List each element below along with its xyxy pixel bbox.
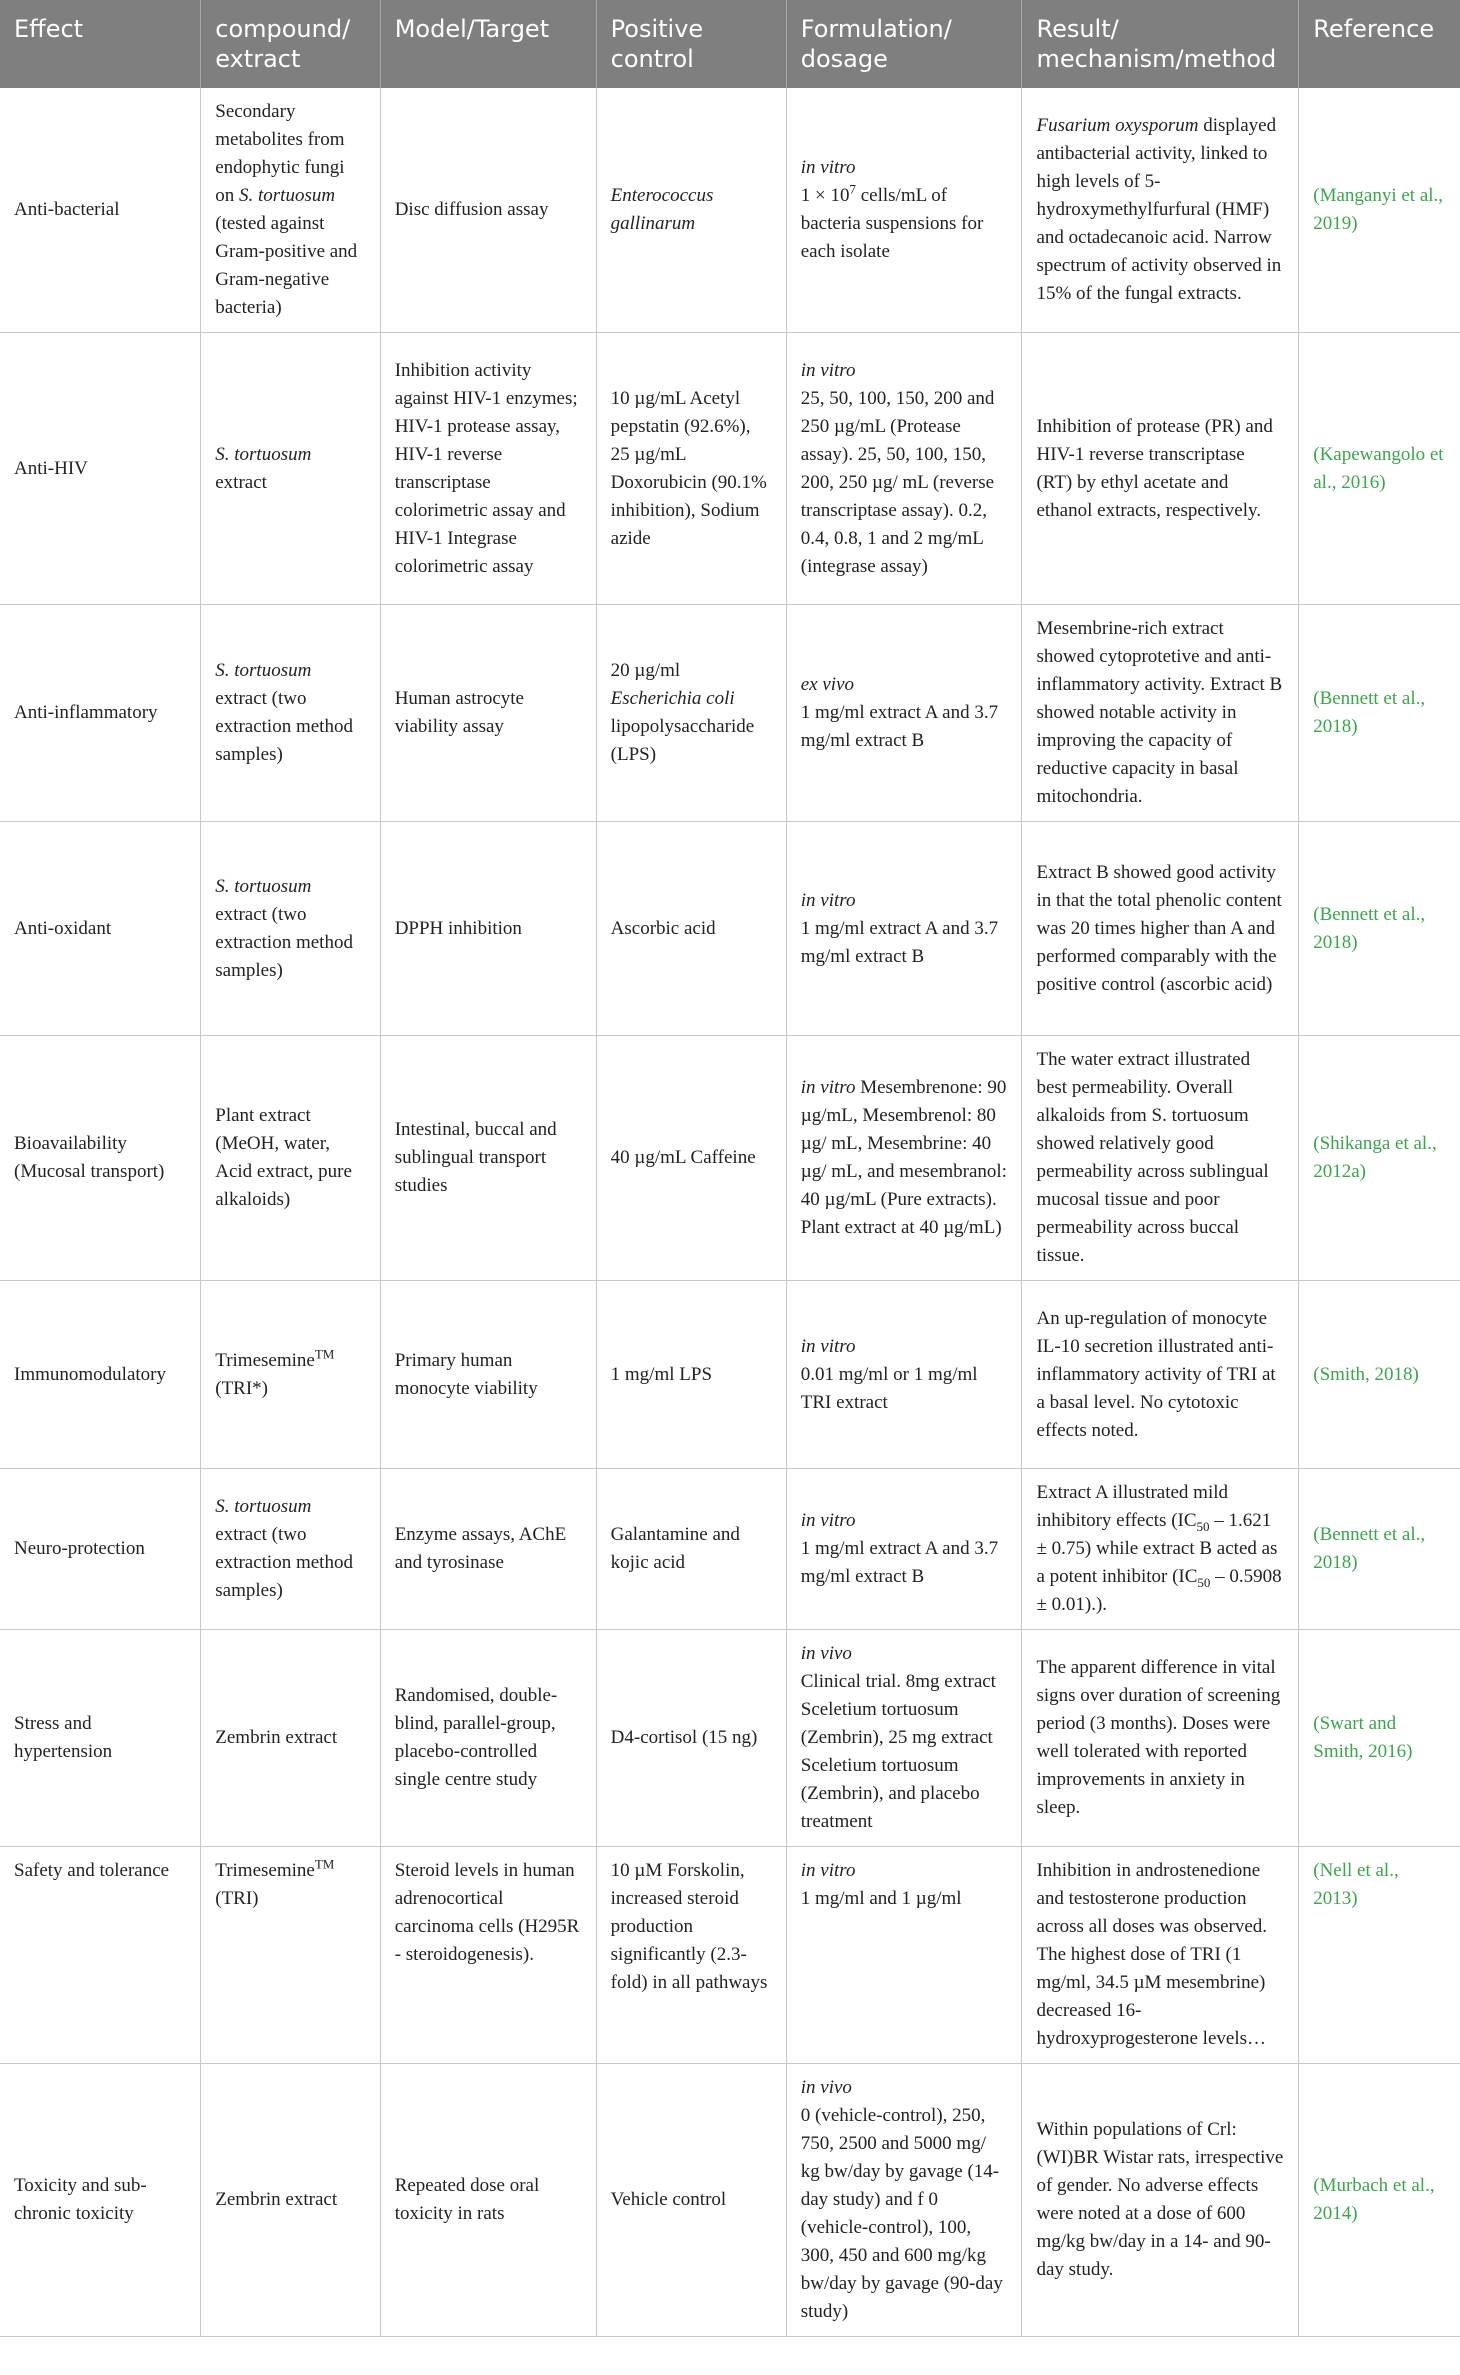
text: S. tortuosum: [215, 443, 312, 465]
cell-result: Inhibition in androstenedione and testosterone production across all doses was observed. The highest dose of TRI (1 mg/ml, 34.5 µM mesembrine) decreased 16-hydroxyprogesterone levels…: [1022, 1847, 1299, 2064]
text: TM: [314, 1346, 335, 1362]
text: 0.01 mg/ml or 1 mg/ml TRI extract: [800, 1363, 978, 1413]
cell-reference[interactable]: (Murbach et al., 2014): [1299, 2064, 1460, 2337]
cell-compound: Zembrin extract: [201, 1630, 380, 1847]
cell-control: D4-cortisol (15 ng): [596, 1630, 786, 1847]
cell-reference[interactable]: (Bennett et al., 2018): [1299, 822, 1460, 1036]
text: 20 µg/ml: [610, 660, 681, 681]
table-row: [0, 333, 1460, 605]
cell-effect: Anti-oxidant: [0, 822, 201, 1036]
text: in vitro: [800, 1860, 856, 1881]
col-header-compound: compound/ extract: [201, 0, 380, 88]
table-row: [0, 1469, 1460, 1630]
cell-control: 1 mg/ml LPS: [596, 1281, 786, 1469]
cell-control: Galantamine and kojic acid: [596, 1469, 786, 1630]
text: extract (two extraction method samples): [215, 1524, 353, 1601]
text: Trimesemine: [215, 1860, 315, 1881]
cell-effect: Neuro-protection: [0, 1469, 201, 1630]
cell-result: Extract B showed good activity in that the total phenolic content was 20 times higher than A and performed comparably with the positive control (ascorbic acid): [1022, 822, 1299, 1036]
cell-dosage: [786, 88, 1022, 333]
text: in vivo: [800, 1643, 852, 1664]
col-header-result: Result/ mechanism/method: [1022, 0, 1299, 88]
text: Trimesemine: [215, 1349, 315, 1371]
cell-model: Steroid levels in human adrenocortical carcinoma cells (H295R - steroidogenesis).: [380, 1847, 596, 2064]
cell-dosage: [786, 2064, 1022, 2337]
cell-model: Enzyme assays, AChE and tyrosinase: [380, 1469, 596, 1630]
header-row: [0, 0, 1460, 88]
table-row: [0, 88, 1460, 333]
cell-model: Intestinal, buccal and sublingual transport studies: [380, 1036, 596, 1281]
col-header-reference: Reference: [1313, 15, 1435, 43]
cell-reference[interactable]: (Bennett et al., 2018): [1299, 605, 1460, 822]
text: – 0.5908 ± 0.01).).: [1036, 1566, 1282, 1615]
text: ex vivo: [800, 674, 855, 695]
cell-control: [596, 88, 786, 333]
text: in vitro: [800, 1335, 856, 1357]
cell-effect: Anti-HIV: [0, 333, 201, 605]
text: in vitro: [800, 157, 856, 178]
cell-result: The water extract illustrated best permeability. Overall alkaloids from S. tortuosum showed relatively good permeability across sublingual mucosal tissue and poor permeability across buccal tissue.: [1022, 1036, 1299, 1281]
cell-effect: Bioavailability (Mucosal transport): [0, 1036, 201, 1281]
cell-control: 10 µM Forskolin, increased steroid production significantly (2.3-fold) in all pathways: [596, 1847, 786, 2064]
text: Clinical trial. 8mg extract Sceletium tortuosum (Zembrin), 25 mg extract Sceletium tortuosum (Zembrin), and placebo treatment: [800, 1671, 996, 1832]
text: extract: [215, 471, 267, 493]
text: in vitro: [800, 359, 856, 381]
text: in vitro: [800, 889, 856, 911]
table-row: [0, 1036, 1460, 1281]
cell-compound: [201, 1281, 380, 1469]
cell-result: [1022, 1469, 1299, 1630]
col-header-effect: Effect: [0, 0, 201, 88]
text: – 1.621 ± 0.75) while extract B acted as a potent inhibitor (IC: [1036, 1510, 1278, 1587]
text: in vitro: [800, 1077, 856, 1098]
cell-reference[interactable]: (Nell et al., 2013): [1299, 1847, 1460, 2064]
cell-control: 10 µg/mL Acetyl pepstatin (92.6%), 25 µg/mL Doxorubicin (90.1% inhibition), Sodium azide: [596, 333, 786, 605]
cell-result: Within populations of Crl: (WI)BR Wistar rats, irrespective of gender. No adverse effects were noted at a dose of 600 mg/kg bw/day in a 14- and 90-day study.: [1022, 2064, 1299, 2337]
table-row: [0, 1630, 1460, 1847]
cell-result: An up-regulation of monocyte IL-10 secretion illustrated anti-inflammatory activity of TRI at a basal level. No cytotoxic effects noted.: [1022, 1281, 1299, 1469]
cell-compound: Plant extract (MeOH, water, Acid extract, pure alkaloids): [201, 1036, 380, 1281]
cell-result: Inhibition of protease (PR) and HIV-1 reverse transcriptase (RT) by ethyl acetate and ethanol extracts, respectively.: [1022, 333, 1299, 605]
text: 1 mg/ml extract A and 3.7 mg/ml extract B: [800, 702, 999, 751]
cell-result: Mesembrine-rich extract showed cytoprotetive and anti-inflammatory activity. Extract B showed notable activity in improving the capacity of reductive capacity in basal mitochondria.: [1022, 605, 1299, 822]
text: extract (two extraction method samples): [215, 688, 353, 765]
cell-compound: Zembrin extract: [201, 2064, 380, 2337]
col-header-positive-control: Positive control: [596, 0, 786, 88]
text: (TRI*): [215, 1377, 269, 1399]
cell-effect: Anti-bacterial: [0, 88, 201, 333]
cell-effect: Anti-inflammatory: [0, 605, 201, 822]
cell-dosage: [786, 822, 1022, 1036]
text: displayed antibacterial activity, linked to high levels of 5-hydroxymethylfurfural (HMF) and octadecanoic acid. Narrow spectrum of activity observed in 15% of the fungal extracts.: [1036, 115, 1282, 304]
cell-reference[interactable]: (Shikanga et al., 2012a): [1299, 1036, 1460, 1281]
cell-compound: [201, 605, 380, 822]
cell-reference[interactable]: (Kapewangolo et al., 2016): [1299, 333, 1460, 605]
cell-effect: Toxicity and sub-chronic toxicity: [0, 2064, 201, 2337]
cell-result: The apparent difference in vital signs over duration of screening period (3 months). Doses were well tolerated with reported improvements in anxiety in sleep.: [1022, 1630, 1299, 1847]
cell-control: Vehicle control: [596, 2064, 786, 2337]
text: S. tortuosum: [215, 875, 312, 897]
col-header-formulation: Formulation/ dosage: [786, 0, 1022, 88]
cell-reference[interactable]: (Swart and Smith, 2016): [1299, 1630, 1460, 1847]
text: cells/mL of bacteria suspensions for each isolate: [800, 185, 984, 262]
table-row: [0, 2064, 1460, 2337]
text: (TRI): [215, 1888, 259, 1909]
table-row: [0, 605, 1460, 822]
cell-model: Randomised, double-blind, parallel-group, placebo-controlled single centre study: [380, 1630, 596, 1847]
cell-control: Ascorbic acid: [596, 822, 786, 1036]
cell-dosage: [786, 1847, 1022, 2064]
text: 1 mg/ml extract A and 3.7 mg/ml extract B: [800, 917, 999, 967]
text: 25, 50, 100, 150, 200 and 250 µg/mL (Protease assay). 25, 50, 100, 150, 200, 250 µg/ mL (reverse transcriptase assay). 0.2, 0.4, 0.8, 1 and 2 mg/mL (integrase assay): [800, 387, 995, 577]
cell-dosage: [786, 1630, 1022, 1847]
text: S. tortuosum: [215, 1496, 312, 1517]
text: extract (two extraction method samples): [215, 903, 353, 981]
table-row: [0, 1281, 1460, 1469]
text: Fusarium oxysporum: [1036, 115, 1199, 136]
col-header-model: Model/Target: [380, 0, 596, 88]
text: (tested against Gram-positive and Gram-negative bacteria): [215, 213, 358, 318]
cell-compound: [201, 1469, 380, 1630]
cell-effect: Safety and tolerance: [0, 1847, 201, 2064]
text: in vitro: [800, 1510, 856, 1531]
table-row: [0, 822, 1460, 1036]
text: TM: [314, 1856, 335, 1872]
text: 50: [1197, 1574, 1211, 1590]
cell-compound: [201, 333, 380, 605]
cell-compound: [201, 88, 380, 333]
text: 1 mg/ml extract A and 3.7 mg/ml extract B: [800, 1538, 999, 1587]
cell-model: Primary human monocyte viability: [380, 1281, 596, 1469]
cell-model: Inhibition activity against HIV-1 enzymes; HIV-1 protease assay, HIV-1 reverse transcriptase colorimetric assay and HIV-1 Integrase colorimetric assay: [380, 333, 596, 605]
cell-effect: Immunomodulatory: [0, 1281, 201, 1469]
text: in vivo: [800, 2077, 852, 2098]
text: Secondary metabolites from endophytic fungi on: [215, 101, 345, 206]
cell-dosage: [786, 1036, 1022, 1281]
text: Extract A illustrated mild inhibitory effects (IC: [1036, 1482, 1229, 1531]
cell-dosage: [786, 1281, 1022, 1469]
text: Enterococcus gallinarum: [610, 185, 714, 234]
cell-reference[interactable]: (Smith, 2018): [1299, 1281, 1460, 1469]
text: S. tortuosum: [239, 185, 336, 206]
text: 1 × 10: [800, 185, 850, 206]
text: lipopolysaccharide (LPS): [610, 716, 755, 765]
cell-reference[interactable]: (Bennett et al., 2018): [1299, 1469, 1460, 1630]
table-row: [0, 1847, 1460, 2064]
text: 7: [849, 181, 856, 197]
cell-control: [596, 605, 786, 822]
text: 1 mg/ml and 1 µg/ml: [800, 1888, 962, 1909]
text: 50: [1196, 1518, 1210, 1534]
cell-model: Human astrocyte viability assay: [380, 605, 596, 822]
cell-model: Repeated dose oral toxicity in rats: [380, 2064, 596, 2337]
text: Mesembrenone: 90 µg/mL, Mesembrenol: 80 µg/ mL, Mesembrine: 40 µg/ mL, and mesembranol: 40 µg/mL (Pure extracts). Plant extract at 40 µg/mL): [800, 1077, 1007, 1238]
cell-control: 40 µg/mL Caffeine: [596, 1036, 786, 1281]
cell-compound: [201, 822, 380, 1036]
cell-dosage: [786, 605, 1022, 822]
cell-compound: [201, 1847, 380, 2064]
cell-model: DPPH inhibition: [380, 822, 596, 1036]
cell-effect: Stress and hypertension: [0, 1630, 201, 1847]
text: S. tortuosum: [215, 660, 312, 681]
text: Escherichia coli: [610, 688, 735, 709]
cell-reference[interactable]: (Manganyi et al., 2019): [1299, 88, 1460, 333]
cell-dosage: [786, 333, 1022, 605]
cell-dosage: [786, 1469, 1022, 1630]
text: 0 (vehicle-control), 250, 750, 2500 and 5000 mg/ kg bw/day by gavage (14-day study) and f 0 (vehicle-control), 100, 300, 450 and 600 mg/kg bw/day by gavage (90-day study): [800, 2105, 1003, 2322]
cell-result: [1022, 88, 1299, 333]
cell-model: Disc diffusion assay: [380, 88, 596, 333]
